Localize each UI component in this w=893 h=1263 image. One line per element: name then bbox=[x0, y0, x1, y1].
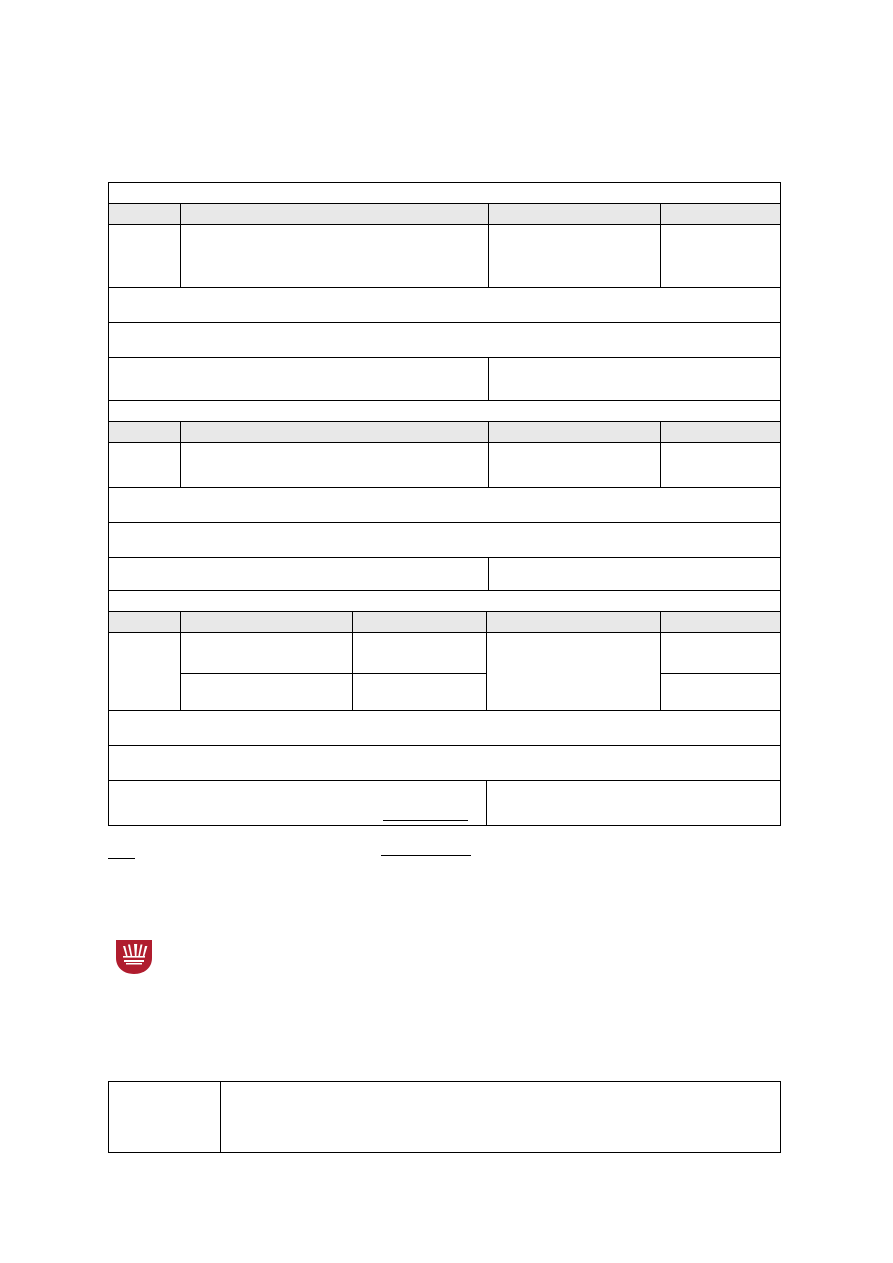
block3-col-header-2 bbox=[181, 612, 353, 633]
block1-band-cell-2 bbox=[109, 323, 781, 358]
block3-body-cell-2 bbox=[181, 633, 353, 674]
table-block-1 bbox=[108, 182, 781, 403]
block3-col-header-5 bbox=[661, 612, 781, 633]
table-row bbox=[109, 358, 781, 403]
block2-band-cell-1 bbox=[109, 488, 781, 523]
block1-body-cell-3 bbox=[489, 225, 661, 288]
table-row bbox=[109, 488, 781, 523]
table-block-3 bbox=[108, 590, 781, 826]
block3-body-cell-3 bbox=[353, 633, 487, 674]
block2-col-header-3 bbox=[489, 422, 661, 443]
university-crest-logo bbox=[110, 936, 158, 976]
block2-body-cell-3 bbox=[489, 443, 661, 488]
table-row bbox=[109, 422, 781, 443]
block3-body2-cell-3 bbox=[353, 674, 487, 711]
block2-col-header-2 bbox=[181, 422, 489, 443]
block3-body-cell-1 bbox=[109, 633, 181, 711]
block1-col-header-1 bbox=[109, 204, 181, 225]
block1-col-header-4 bbox=[661, 204, 781, 225]
block1-body-cell-2 bbox=[181, 225, 489, 288]
block2-band-cell-2 bbox=[109, 523, 781, 558]
table-row bbox=[109, 204, 781, 225]
signature-rule-2 bbox=[381, 855, 471, 856]
block3-footer-cell-1 bbox=[109, 781, 487, 826]
table-row bbox=[109, 183, 781, 204]
block3-footer-cell-2 bbox=[487, 781, 781, 826]
block1-band-cell-1 bbox=[109, 288, 781, 323]
block3-body-cell-5 bbox=[661, 633, 781, 674]
block1-body-cell-1 bbox=[109, 225, 181, 288]
table-row bbox=[109, 288, 781, 323]
block1-col-header-3 bbox=[489, 204, 661, 225]
block1-footer-cell-2 bbox=[489, 358, 781, 403]
signature-rule-1 bbox=[383, 820, 468, 821]
table-row bbox=[109, 591, 781, 612]
block3-col-header-3 bbox=[353, 612, 487, 633]
signature-rule-3 bbox=[108, 858, 135, 859]
block3-title-cell bbox=[109, 591, 781, 612]
block3-body2-cell-5 bbox=[661, 674, 781, 711]
block2-title-cell bbox=[109, 401, 781, 422]
footer-label-cell bbox=[109, 1082, 221, 1153]
table-row bbox=[109, 746, 781, 781]
table-row bbox=[109, 225, 781, 288]
table-row bbox=[109, 1082, 781, 1153]
table-row bbox=[109, 633, 781, 674]
block3-band-cell-2 bbox=[109, 746, 781, 781]
block3-col-header-4 bbox=[487, 612, 661, 633]
block3-col-header-1 bbox=[109, 612, 181, 633]
table-block-2 bbox=[108, 400, 781, 603]
block1-footer-cell-1 bbox=[109, 358, 489, 403]
table-row bbox=[109, 401, 781, 422]
footer-content-cell bbox=[221, 1082, 781, 1153]
table-row bbox=[109, 443, 781, 488]
table-row bbox=[109, 523, 781, 558]
table-row bbox=[109, 781, 781, 826]
block2-col-header-1 bbox=[109, 422, 181, 443]
block2-col-header-4 bbox=[661, 422, 781, 443]
block1-col-header-2 bbox=[181, 204, 489, 225]
block1-title-cell bbox=[109, 183, 781, 204]
table-row bbox=[109, 612, 781, 633]
block1-body-cell-4 bbox=[661, 225, 781, 288]
footer-table bbox=[108, 1081, 781, 1153]
block2-body-cell-4 bbox=[661, 443, 781, 488]
block3-band-cell-1 bbox=[109, 711, 781, 746]
table-row bbox=[109, 323, 781, 358]
block2-body-cell-1 bbox=[109, 443, 181, 488]
table-row bbox=[109, 674, 781, 711]
table-row bbox=[109, 711, 781, 746]
block3-body2-cell-2 bbox=[181, 674, 353, 711]
block3-body-cell-4 bbox=[487, 633, 661, 711]
block2-body-cell-2 bbox=[181, 443, 489, 488]
